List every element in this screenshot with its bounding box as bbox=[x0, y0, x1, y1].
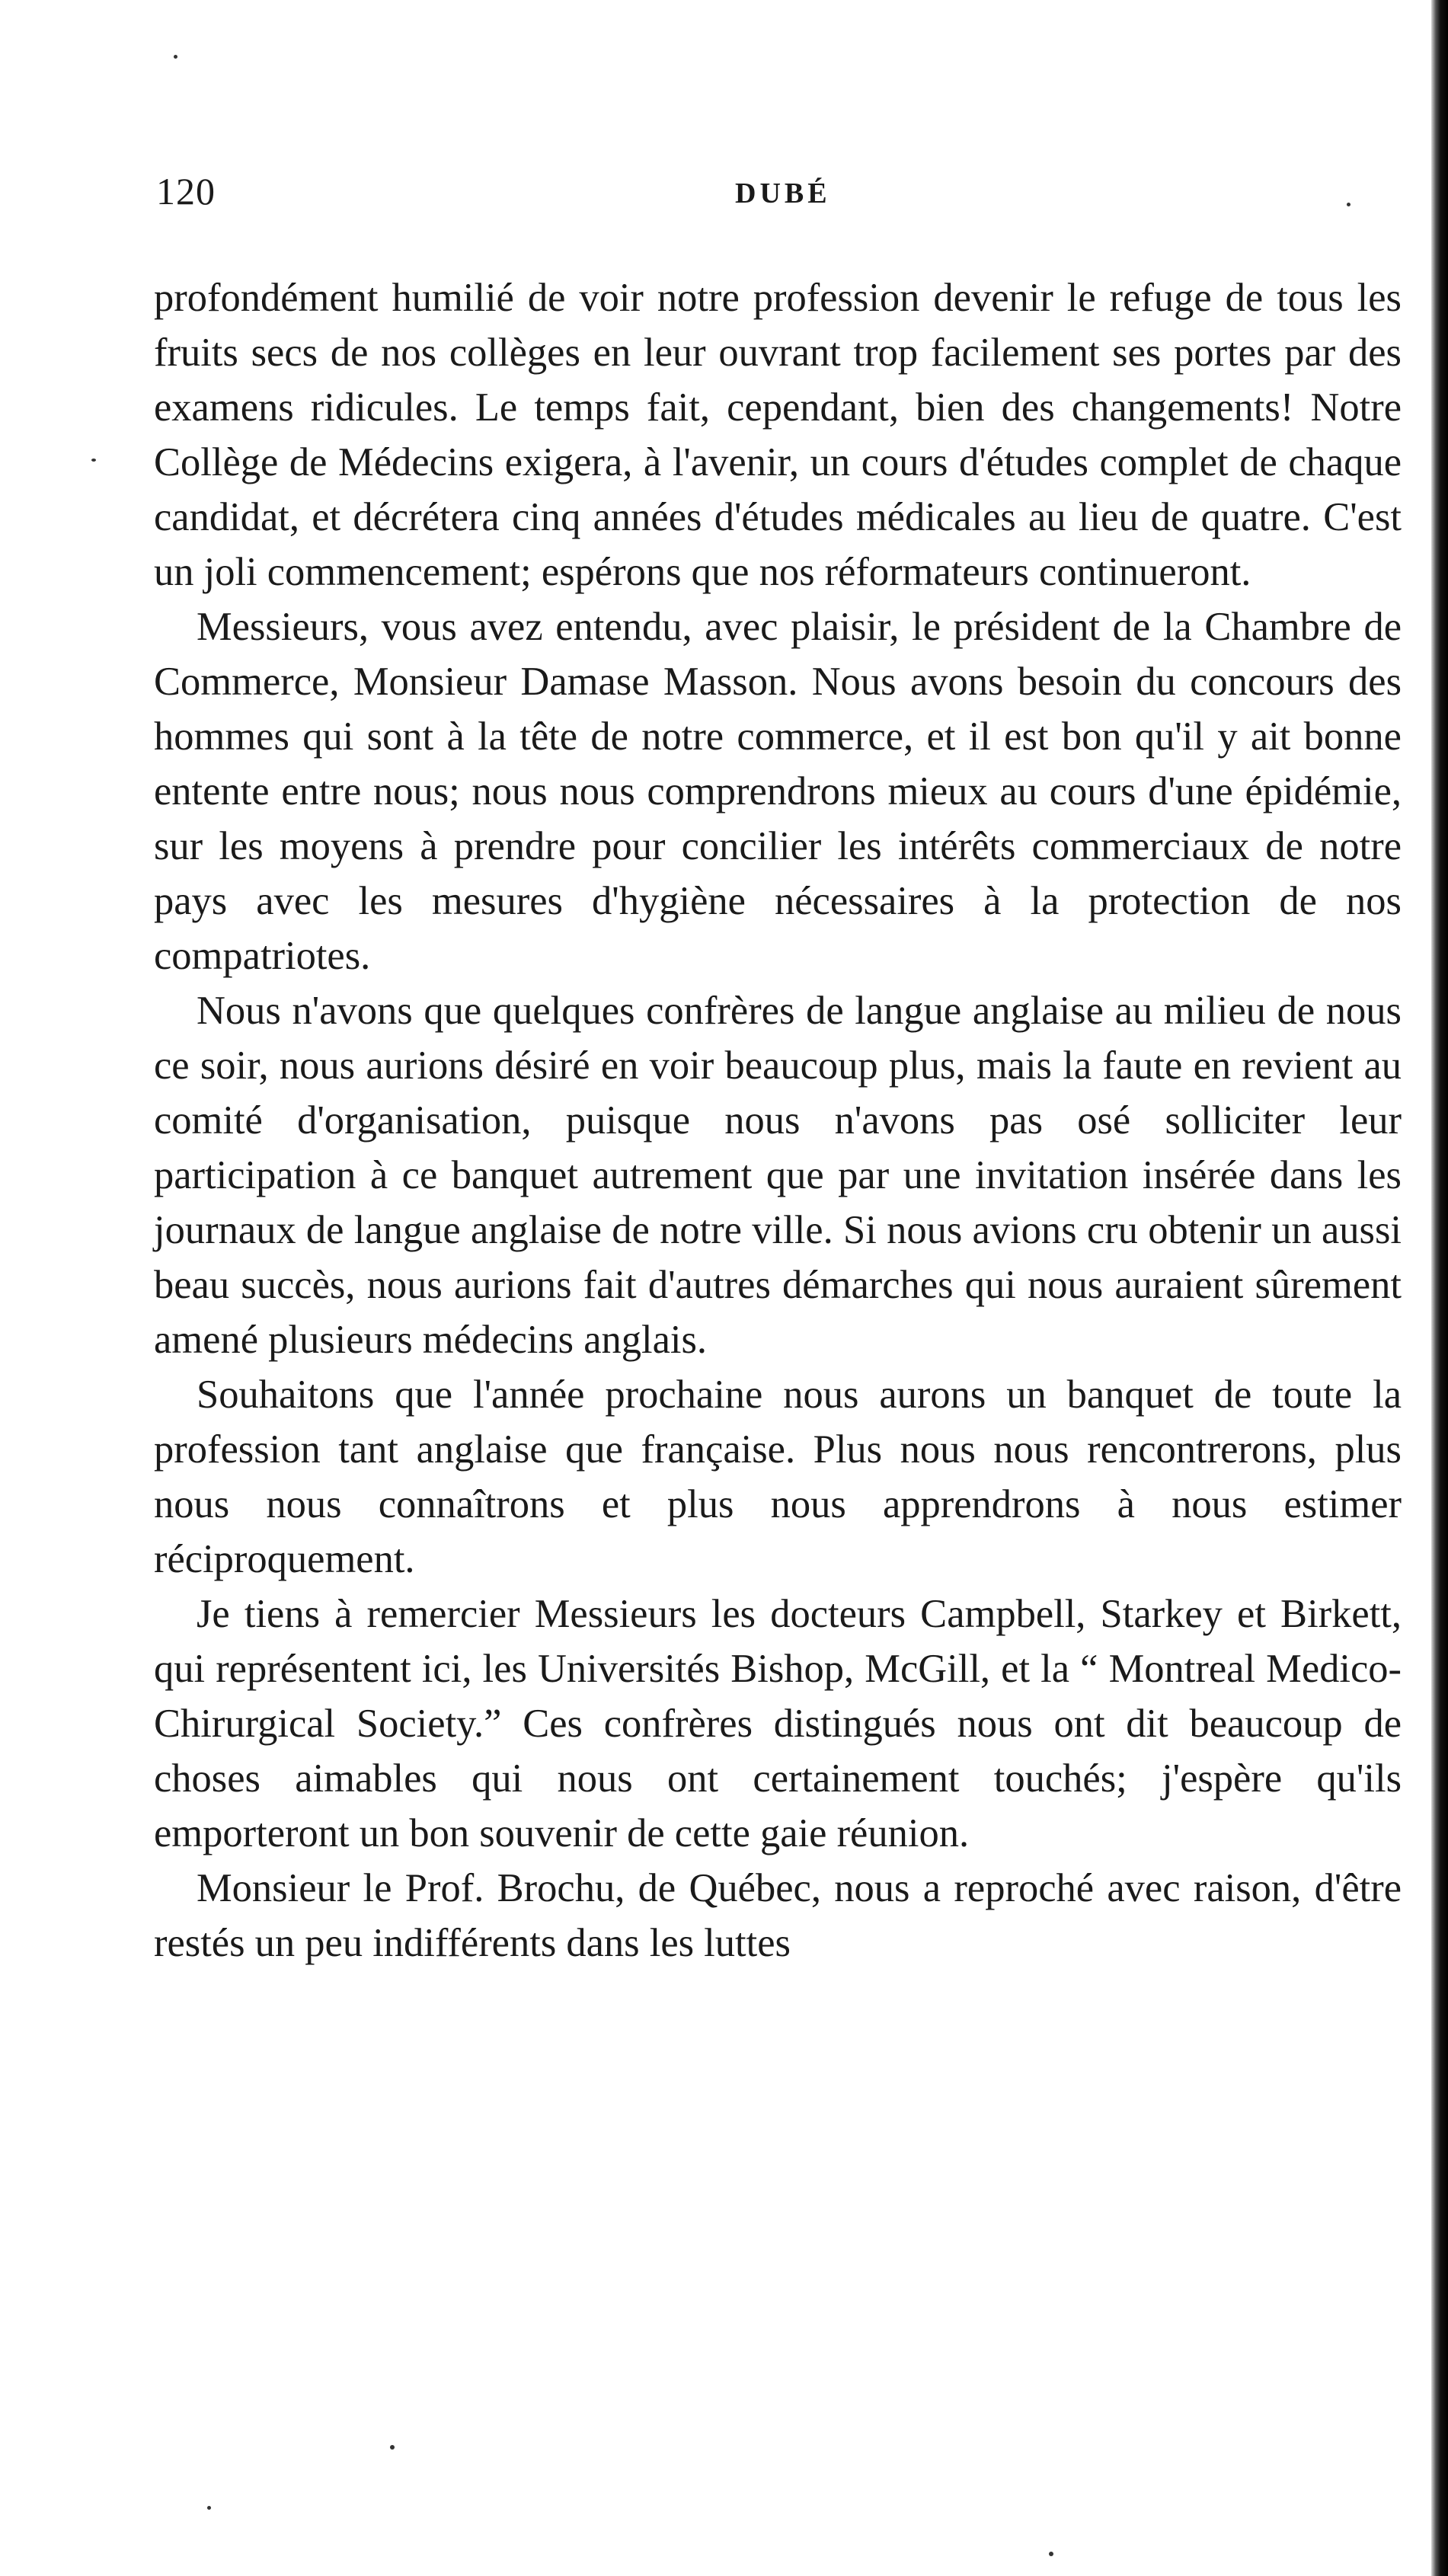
paragraph-5: Je tiens à remercier Messieurs les docteurs Campbell, Starkey et Birkett, qui représentent ici, les Universités Bishop, McGill, et la “ Montreal Medico-Chirurgical Society.” Ces confrères distingués nous ont dit beaucoup de choses aimables qui nous ont certainement touchés; j'espère qu'ils emporteront un bon souvenir de cette gaie réunion. bbox=[154, 1592, 1402, 1855]
page-number: 120 bbox=[156, 170, 216, 213]
scan-speck bbox=[207, 2506, 211, 2510]
scan-speck bbox=[1347, 203, 1351, 206]
running-head: DUBÉ bbox=[735, 177, 831, 209]
scan-speck bbox=[390, 2445, 395, 2450]
page-edge-shadow bbox=[1431, 0, 1448, 2576]
paragraph-1: profondément humilié de voir notre profession devenir le refuge de tous les fruits secs de nos collèges en leur ouvrant trop facilement ses portes par des examens ridicules. Le temps fait, cependant, bien des changements! Notre Collège de Médecins exigera, à l'avenir, un cours d'études complet de chaque candidat, et décrétera cinq années d'études médicales au lieu de quatre. C'est un joli commencement; espérons que nos réformateurs continueront. bbox=[154, 276, 1402, 594]
paragraph-4: Souhaitons que l'année prochaine nous aurons un banquet de toute la profession tant anglaise que française. Plus nous nous rencontrerons, plus nous nous connaîtrons et plus nous apprendrons à nous estimer réciproquement. bbox=[154, 1373, 1402, 1581]
paragraph-6: Monsieur le Prof. Brochu, de Québec, nous a reproché avec raison, d'être restés un peu indifférents dans les luttes bbox=[154, 1866, 1402, 1965]
scan-speck bbox=[1049, 2552, 1053, 2556]
body-text bbox=[154, 270, 1402, 1970]
scan-speck bbox=[91, 459, 96, 462]
paragraph-3: Nous n'avons que quelques confrères de langue anglaise au milieu de nous ce soir, nous aurions désiré en voir beaucoup plus, mais la faute en revient au comité d'organisation, puisque nous n'avons pas osé solliciter leur participation à ce banquet autrement que par une invitation insérée dans les journaux de langue anglaise de notre ville. Si nous avions cru obtenir un aussi beau succès, nous aurions fait d'autres démarches qui nous auraient sûrement amené plusieurs médecins anglais. bbox=[154, 989, 1402, 1362]
paragraph-2: Messieurs, vous avez entendu, avec plaisir, le président de la Chambre de Commerce, Monsieur Damase Masson. Nous avons besoin du concours des hommes qui sont à la tête de notre commerce, et il est bon qu'il y ait bonne entente entre nous; nous nous comprendrons mieux au cours d'une épidémie, sur les moyens à prendre pour concilier les intérêts commerciaux de notre pays avec les mesures d'hygiène nécessaires à la protection de nos compatriotes. bbox=[154, 605, 1402, 978]
scan-speck bbox=[174, 55, 177, 59]
page-header bbox=[156, 169, 1405, 222]
